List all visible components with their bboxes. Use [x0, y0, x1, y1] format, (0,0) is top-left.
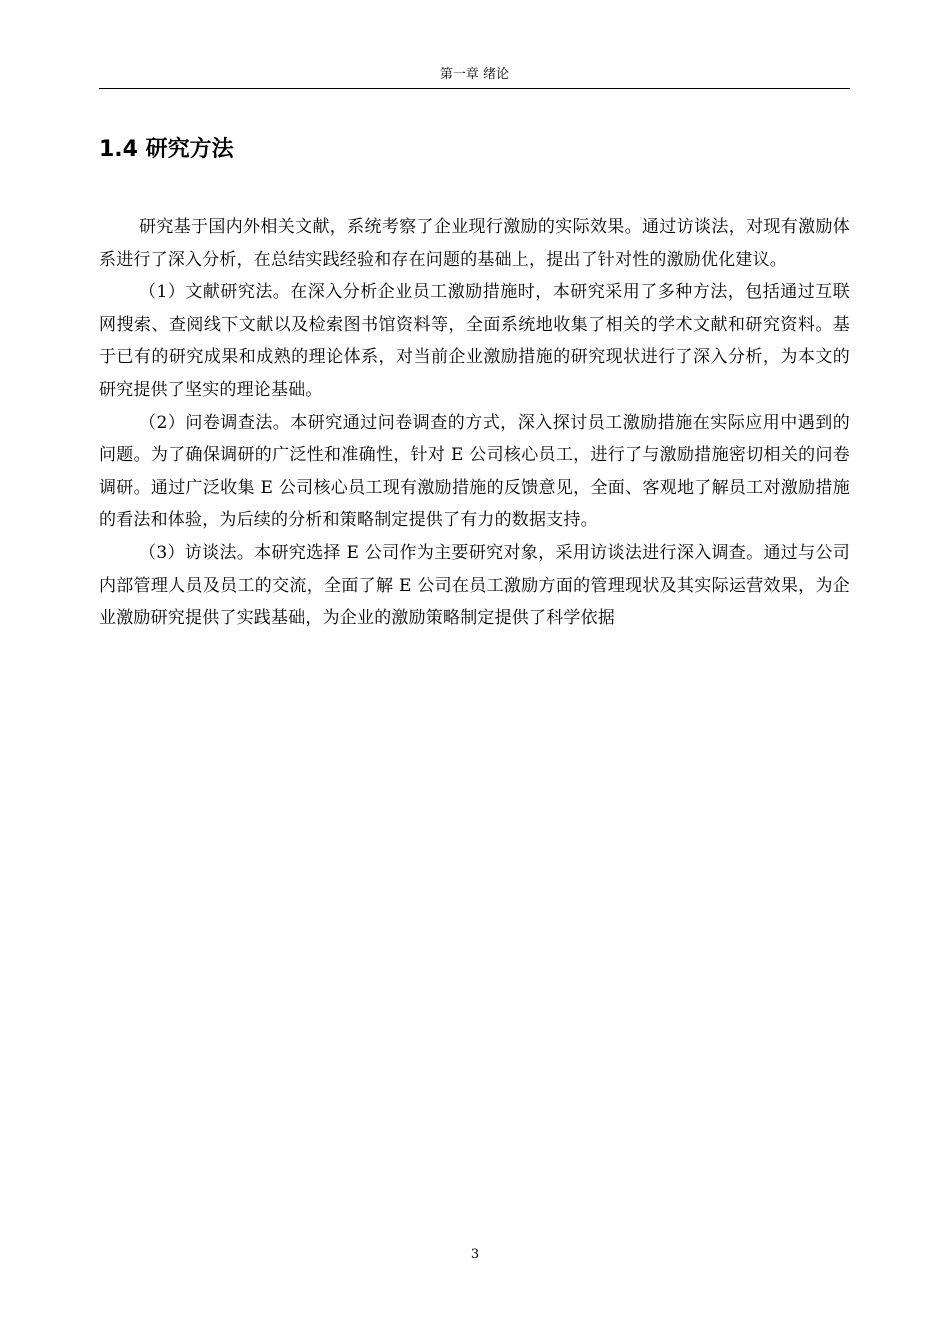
section-title: 1.4 研究方法	[99, 137, 234, 162]
body-text	[99, 211, 850, 635]
interview-method-paragraph: （3）访谈法。本研究选择 E 公司作为主要研究对象，采用访谈法进行深入调查。通过与公司内部管理人员及员工的交流，全面了解 E 公司在员工激励方面的管理现状及其实际运营效果，为企业激励研究提供了实践基础，为企业的激励策略制定提供了科学依据	[99, 542, 850, 629]
literature-method-paragraph: （1）文献研究法。在深入分析企业员工激励措施时，本研究采用了多种方法，包括通过互联网搜索、查阅线下文献以及检索图书馆资料等，全面系统地收集了相关的学术文献和研究资料。基于已有的研究成果和成熟的理论体系，对当前企业激励措施的研究现状进行了深入分析，为本文的研究提供了坚实的理论基础。	[99, 282, 850, 400]
page-number: 3	[470, 1247, 480, 1262]
header-rule	[99, 88, 850, 89]
running-header: 第一章 绪论	[439, 67, 510, 82]
intro-paragraph: 研究基于国内外相关文献，系统考察了企业现行激励的实际效果。通过访谈法，对现有激励体系进行了深入分析，在总结实践经验和存在问题的基础上，提出了针对性的激励优化建议。	[99, 217, 850, 270]
questionnaire-method-paragraph: （2）问卷调查法。本研究通过问卷调查的方式，深入探讨员工激励措施在实际应用中遇到的问题。为了确保调研的广泛性和准确性，针对 E 公司核心员工，进行了与激励措施密切相关的问卷调研。通过广泛收集 E 公司核心员工现有激励措施的反馈意见，全面、客观地了解员工对激励措施的看法和体验，为后续的分析和策略制定提供了有力的数据支持。	[99, 412, 850, 531]
